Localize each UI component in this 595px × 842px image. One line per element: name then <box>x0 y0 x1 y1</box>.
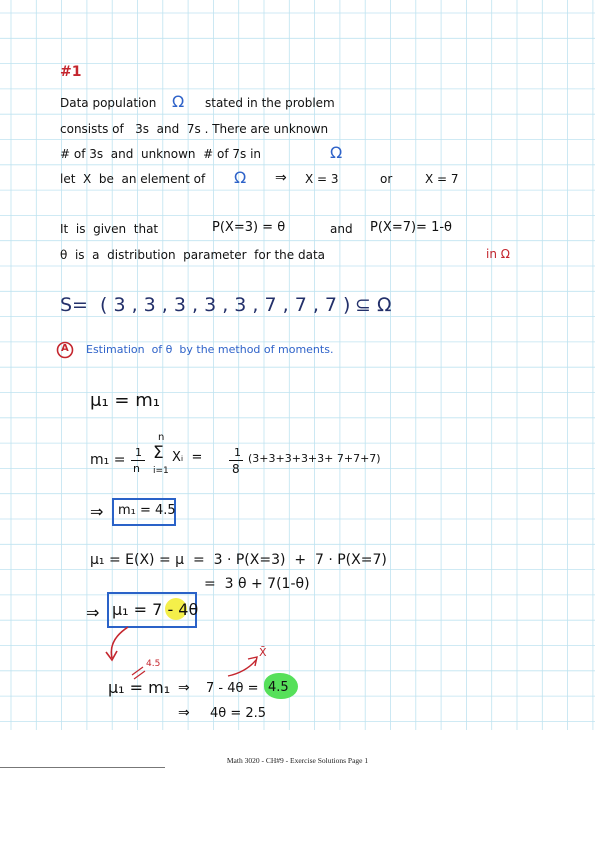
problem-number: #1 <box>60 64 82 80</box>
moment-equation: μ₁ = m₁ <box>90 390 160 411</box>
implies-arrow-5: ⇒ <box>178 705 190 721</box>
parameter-text: θ is a distribution parameter for the data <box>60 248 326 262</box>
sum-symbol: Σ <box>153 443 164 463</box>
sample-subset: ⊆ Ω <box>355 294 392 316</box>
annotation-4-5: 4.5 <box>146 659 161 669</box>
and-word: and <box>330 222 353 236</box>
expectation-line: μ₁ = E(X) = μ = 3 · P(X=3) + 7 · P(X=7) <box>90 552 387 568</box>
part-a-heading: Estimation of θ by the method of moments. <box>86 343 334 356</box>
page-footer: Math 3020 - CH#9 - Exercise Solutions Page 1 <box>226 756 369 765</box>
prob-x7: P(X=7)= 1-θ <box>370 220 452 235</box>
x-equals-3: X = 3 <box>305 172 339 186</box>
x-equals-7: X = 7 <box>425 172 459 186</box>
final-equation: 4θ = 2.5 <box>210 706 267 721</box>
in-omega-text: in Ω <box>486 247 510 261</box>
footer-rule <box>0 767 165 768</box>
sum-values: (3+3+3+3+3+ 7+7+7) <box>248 452 381 465</box>
implies-arrow-1: ⇒ <box>275 170 287 186</box>
sample-values: ( 3 , 3 , 3 , 3 , 3 , 7 , 7 , 7 ) <box>100 294 351 316</box>
text-line-2: consists of 3s and 7s . There are unknown <box>60 122 329 136</box>
text-line-1a: Data population <box>60 96 157 110</box>
sum-upper: n <box>158 432 165 443</box>
text-line-4: let X be an element of <box>60 172 206 186</box>
xi-term: Xᵢ = <box>172 450 203 465</box>
m1-lhs: m₁ = <box>90 452 126 468</box>
part-a-marker: A <box>61 343 69 354</box>
expectation-line-2: = 3 θ + 7(1-θ) <box>204 576 310 592</box>
sample-label: S= <box>60 294 88 316</box>
implies-arrow-3: ⇒ <box>86 603 100 622</box>
frac-bar-2 <box>229 460 243 461</box>
given-text: It is given that <box>60 222 159 236</box>
prob-x3: P(X=3) = θ <box>212 220 286 235</box>
omega-symbol-2: Ω <box>330 143 343 162</box>
equate-mid: 7 - 4θ = <box>206 681 259 696</box>
frac-num-1: 1 <box>135 446 142 459</box>
or-word: or <box>380 172 393 186</box>
omega-symbol-3: Ω <box>234 168 247 187</box>
omega-symbol-1: Ω <box>172 92 185 111</box>
frac-bar-1 <box>131 460 145 461</box>
equate-value: 4.5 <box>268 680 289 695</box>
frac-den-1: n <box>133 462 140 475</box>
m1-result: m₁ = 4.5 <box>118 503 176 518</box>
mu-result: μ₁ = 7 - 4θ <box>112 600 199 619</box>
text-line-3: # of 3s and unknown # of 7s in <box>60 147 262 161</box>
implies-arrow-2: ⇒ <box>90 502 104 521</box>
sum-lower: i=1 <box>153 466 169 476</box>
frac-num-2: 1 <box>234 446 241 459</box>
text-line-1b: stated in the problem <box>205 96 335 110</box>
frac-den-2: 8 <box>232 462 240 476</box>
annotation-x-bar: X̄ <box>259 646 267 659</box>
implies-arrow-4: ⇒ <box>178 680 190 696</box>
equate-lhs: μ₁ = m₁ <box>108 678 171 697</box>
